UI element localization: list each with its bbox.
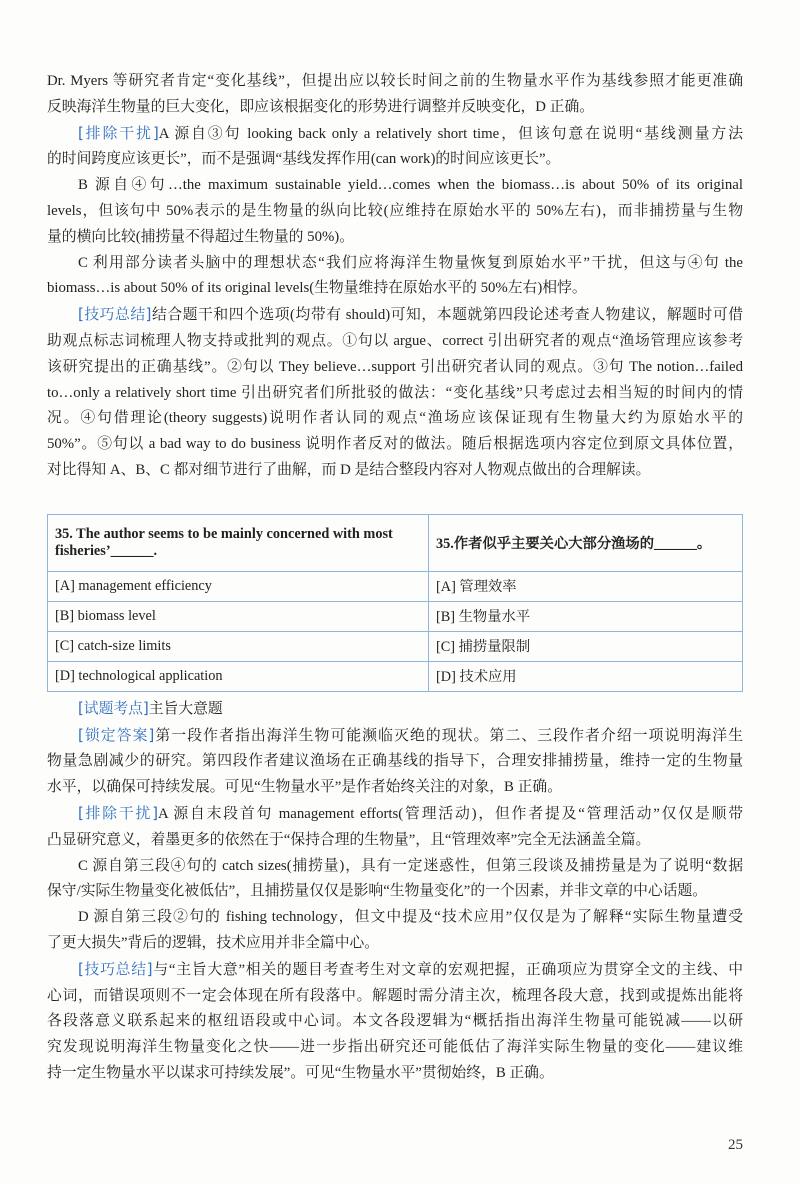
line-text: D 源自第三段②句的 fishing technology，但文中提及“技术应用”仅仅是为了解释“实际生物量遭受	[78, 909, 743, 926]
text-line	[47, 432, 743, 458]
text-line	[47, 1009, 743, 1035]
english-stem-line: 35. The author seems to be mainly concerned with most	[55, 525, 393, 542]
text-line	[47, 1061, 743, 1087]
text-line	[47, 199, 743, 225]
line-text: 保守/实际生物量变化被低估”，且捕捞量仅仅是影响“生物量变化”的一个因素，并非文章的中心话题。	[47, 883, 708, 900]
line-text: 了更大损失”背后的逻辑，技术应用并非全篇中心。	[47, 934, 380, 951]
line-text: 结合题干和四个选项(均带有 should)可知，本题就第四段论述考查人物建议，解题时可借	[151, 307, 743, 324]
text-line	[47, 302, 743, 329]
analysis-section-2	[47, 696, 743, 1087]
paragraph	[47, 696, 743, 723]
line-text: 主旨大意题	[148, 700, 223, 717]
text-line	[47, 95, 743, 121]
text-line	[47, 828, 743, 854]
option-row	[48, 601, 743, 631]
line-text: biomass…is about 50% of its original levels(生物量维持在原始水平的 50%左右)相悖。	[47, 280, 587, 297]
option-zh: [A] 管理效率	[429, 571, 743, 601]
paragraph	[47, 251, 743, 303]
text-line	[47, 879, 743, 905]
section-label: [试题考点]	[78, 699, 149, 717]
section-label: [技巧总结]	[78, 960, 153, 978]
option-zh: [D] 技术应用	[429, 661, 743, 691]
line-text: A 源自③句 looking back only a relatively short time，但该句意在说明“基线测量方法	[158, 125, 743, 142]
text-line	[47, 749, 743, 775]
line-text: 50%”。⑤句以 a bad way to do business 说明作者反对的做法。随后根据选项内容定位到原文具体位置，	[47, 436, 743, 453]
line-text: 水平，以确保可持续发展。可见“生物量水平”是作者始终关注的对象，B 正确。	[47, 779, 563, 796]
text-line	[47, 381, 743, 407]
text-line	[47, 406, 743, 432]
line-text: 物量急剧减少的研究。第四段作者建议渔场在正确基线的指导下，合理安排捕捞量，维持一定的生物量	[47, 753, 743, 770]
text-line	[47, 225, 743, 251]
text-line	[47, 854, 743, 880]
line-text: to…only a relatively short time 引出研究者们所批驳的做法：“变化基线”只考虑过去相当短的时间内的情	[47, 384, 743, 401]
analysis-section-1	[47, 69, 743, 484]
line-text: 凸显研究意义，着墨更多的依然在于“保持合理的生物量”，且“管理效率”完全无法涵盖全篇。	[47, 831, 651, 848]
question-35-table	[47, 514, 743, 692]
paragraph	[47, 905, 743, 957]
page-number: 25	[728, 1136, 743, 1153]
text-line	[47, 69, 743, 95]
text-line	[47, 251, 743, 277]
option-en: [B] biomass level	[48, 601, 429, 631]
text-line	[47, 905, 743, 931]
line-text: C 利用部分读者头脑中的理想状态“我们应将海洋生物量恢复到原始水平”干扰，但这与④句 the	[78, 254, 743, 271]
line-text: 第一段作者指出海洋生物可能濒临灭绝的现状。第二、三段作者介绍一项说明海洋生	[154, 727, 743, 744]
english-stem	[48, 514, 429, 571]
text-line	[47, 957, 743, 984]
section-label: [锁定答案]	[78, 726, 155, 744]
text-line	[47, 458, 743, 484]
line-text: 持一定生物量水平以谋求可持续发展”。可见“生物量水平”贯彻始终，B 正确。	[47, 1064, 554, 1081]
text-line	[47, 801, 743, 828]
line-text: 反映海洋生物量的巨大变化，即应该根据变化的形势进行调整并反映变化，D 正确。	[47, 98, 595, 115]
paragraph	[47, 173, 743, 250]
text-line	[47, 329, 743, 355]
text-line	[47, 173, 743, 199]
text-line	[47, 931, 743, 957]
text-line	[47, 984, 743, 1010]
text-line	[47, 696, 743, 723]
text-line	[47, 121, 743, 148]
paragraph	[47, 854, 743, 906]
section-label: [排除干扰]	[78, 124, 159, 142]
text-line	[47, 1035, 743, 1061]
paragraph	[47, 121, 743, 174]
paragraph	[47, 957, 743, 1087]
line-text: 与“主旨大意”相关的题目考查考生对文章的宏观把握，正确项应为贯穿全文的主线、中	[152, 961, 744, 978]
option-row	[48, 631, 743, 661]
option-en: [D] technological application	[48, 661, 429, 691]
paragraph	[47, 69, 743, 121]
chinese-stem: 35.作者似乎主要关心大部分渔场的______。	[429, 514, 743, 571]
paragraph	[47, 801, 743, 854]
line-text: 量的横向比较(捕捞量不得超过生物量的 50%)。	[47, 228, 355, 245]
paragraph	[47, 723, 743, 801]
option-en: [C] catch-size limits	[48, 631, 429, 661]
english-stem-line: fisheries’______.	[55, 542, 158, 559]
section-label: [排除干扰]	[78, 804, 158, 822]
line-text: levels，但该句中 50%表示的是生物量的纵向比较(应维持在原始水平的 50%左右)，而非捕捞量与生物	[47, 202, 743, 219]
line-text: C 源自第三段④句的 catch sizes(捕捞量)，具有一定迷惑性，但第三段谈及捕捞量是为了说明“数据	[78, 857, 743, 874]
text-line	[47, 147, 743, 173]
line-text: Dr. Myers 等研究者肯定“变化基线”，但提出应以较长时间之前的生物量水平作为基线参照才能更准确	[47, 73, 743, 89]
line-text: 该研究提出的正确基线”。②句以 They believe…support 引出研究者认同的观点。③句 The notion…failed	[47, 358, 743, 375]
line-text: 的时间跨度应该更长”，而不是强调“基线发挥作用(can work)的时间应该更长”。	[47, 151, 561, 168]
line-text: 各段落意义联系起来的枢纽语段或中心词。本文各段逻辑为“概括指出海洋生物量可能锐减——以研	[47, 1013, 743, 1030]
text-line	[47, 355, 743, 381]
option-zh: [C] 捕捞量限制	[429, 631, 743, 661]
line-text: 心词，而错误项则不一定会体现在所有段落中。解题时需分清主次，梳理各段大意，找到或提炼出能将	[47, 987, 743, 1004]
line-text: B 源自④句…the maximum sustainable yield…comes when the biomass…is about 50% of its original	[78, 177, 743, 194]
section-label: [技巧总结]	[78, 306, 152, 324]
paragraph	[47, 302, 743, 484]
text-line	[47, 723, 743, 750]
question-stem-row	[48, 514, 743, 571]
line-text: 对比得知 A、B、C 都对细节进行了曲解，而 D 是结合整段内容对人物观点做出的合理解读。	[47, 461, 651, 478]
line-text: 究发现说明海洋生物量变化之快——进一步指出研究还可能低估了海洋实际生物量的变化——建议维	[47, 1039, 743, 1056]
option-en: [A] management efficiency	[48, 571, 429, 601]
text-line	[47, 276, 743, 302]
page-content	[47, 0, 743, 1184]
option-row	[48, 661, 743, 691]
text-line	[47, 775, 743, 801]
option-zh: [B] 生物量水平	[429, 601, 743, 631]
line-text: A 源自末段首句 management efforts(管理活动)，但作者提及“管理活动”仅仅是顺带	[157, 805, 744, 822]
option-row	[48, 571, 743, 601]
line-text: 助观点标志词梳理人物支持或批判的观点。①句以 argue、correct 引出研究者的观点“渔场管理应该参考	[47, 332, 743, 349]
line-text: 况。④句借理论(theory suggests)说明作者认同的观点“渔场应该保证现有生物量大约为原始水平的	[47, 410, 743, 427]
